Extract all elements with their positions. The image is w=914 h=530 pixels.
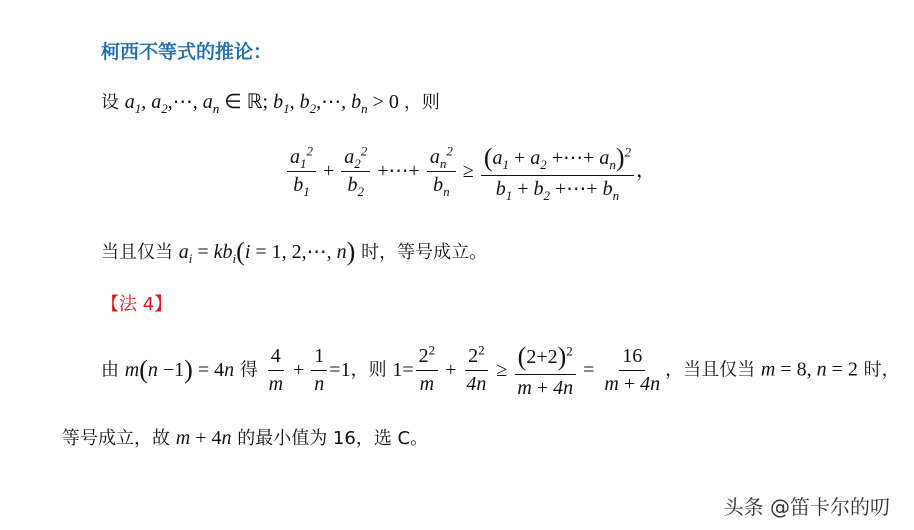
fraction-a2-b2: $\frac{a_2^2}{b_2}$ [341,146,370,197]
equality-suffix: 时，等号成立。 [361,242,488,263]
conclusion-line [62,424,428,450]
conclusion-expression: m + 4n [175,427,232,449]
condition-line [101,88,440,114]
fraction-sum: $\frac{(a_1 + a_2 +\cdots+ a_n)^2}{b_1 + b_2 +\cdots+ b_n}$ [481,143,634,201]
derived-equation: $\frac{4}{m}$ + $\frac{1}{n}$ =1 [268,345,351,396]
solution-line [101,342,900,400]
cauchy-inequality: $\frac{a_1^2}{b_1}$ + $\frac{a_2^2}{b_2}$ +⋯+ $\frac{a_n^2}{b_n}$ ≥ $\frac{(a_1 + a_2 +\cdots+ a_n)^2}{b_1 + b_2 +\cdots+ b_n}$ ， [285,143,656,201]
solution-time: 时， [863,359,900,381]
watermark: 头条 @笛卡尔的叨 [723,495,890,519]
conclusion-prefix: 等号成立，故 [62,428,170,449]
equality-formula: $a_i = kb_i(i = 1$, 2,⋯, n) [178,237,356,266]
conclusion-text: 的最小值为 16，选 C。 [237,428,429,449]
solution-from: 由 [101,359,119,381]
bound-inequality: 1= $\frac{2^2}{m}$ + $\frac{2^2}{4n}$ ≥ $\frac{(2+2)^2}{m + 4n}$ = $\frac{16}{m + 4n}$ [392,342,661,399]
condition-formula: $a_1$, $a_2,\cdots$, $a_n$ ∈ ℝ; $b_1$, $b_2,\cdots$, $b_n > 0$ [124,91,399,116]
method-label: 【法 4】 [101,294,173,315]
equality-prefix: 当且仅当 [101,242,173,263]
solution-when: ，当且仅当 [665,359,756,381]
solution-get: 得 [239,359,258,381]
condition-suffix: ，则 [403,92,440,113]
equality-values: m = 8, n = 2 [760,358,858,381]
solution-then: ，则 [350,359,387,381]
equality-line [101,237,487,267]
section-heading: 柯西不等式的推论： [101,41,273,63]
condition-prefix: 设 [101,92,119,113]
fraction-a1-b1: $\frac{a_1^2}{b_1}$ [287,146,316,197]
fraction-an-bn: $\frac{a_n^2}{b_n}$ [427,146,456,197]
given-equation: m(n −1) = 4n [124,354,235,384]
